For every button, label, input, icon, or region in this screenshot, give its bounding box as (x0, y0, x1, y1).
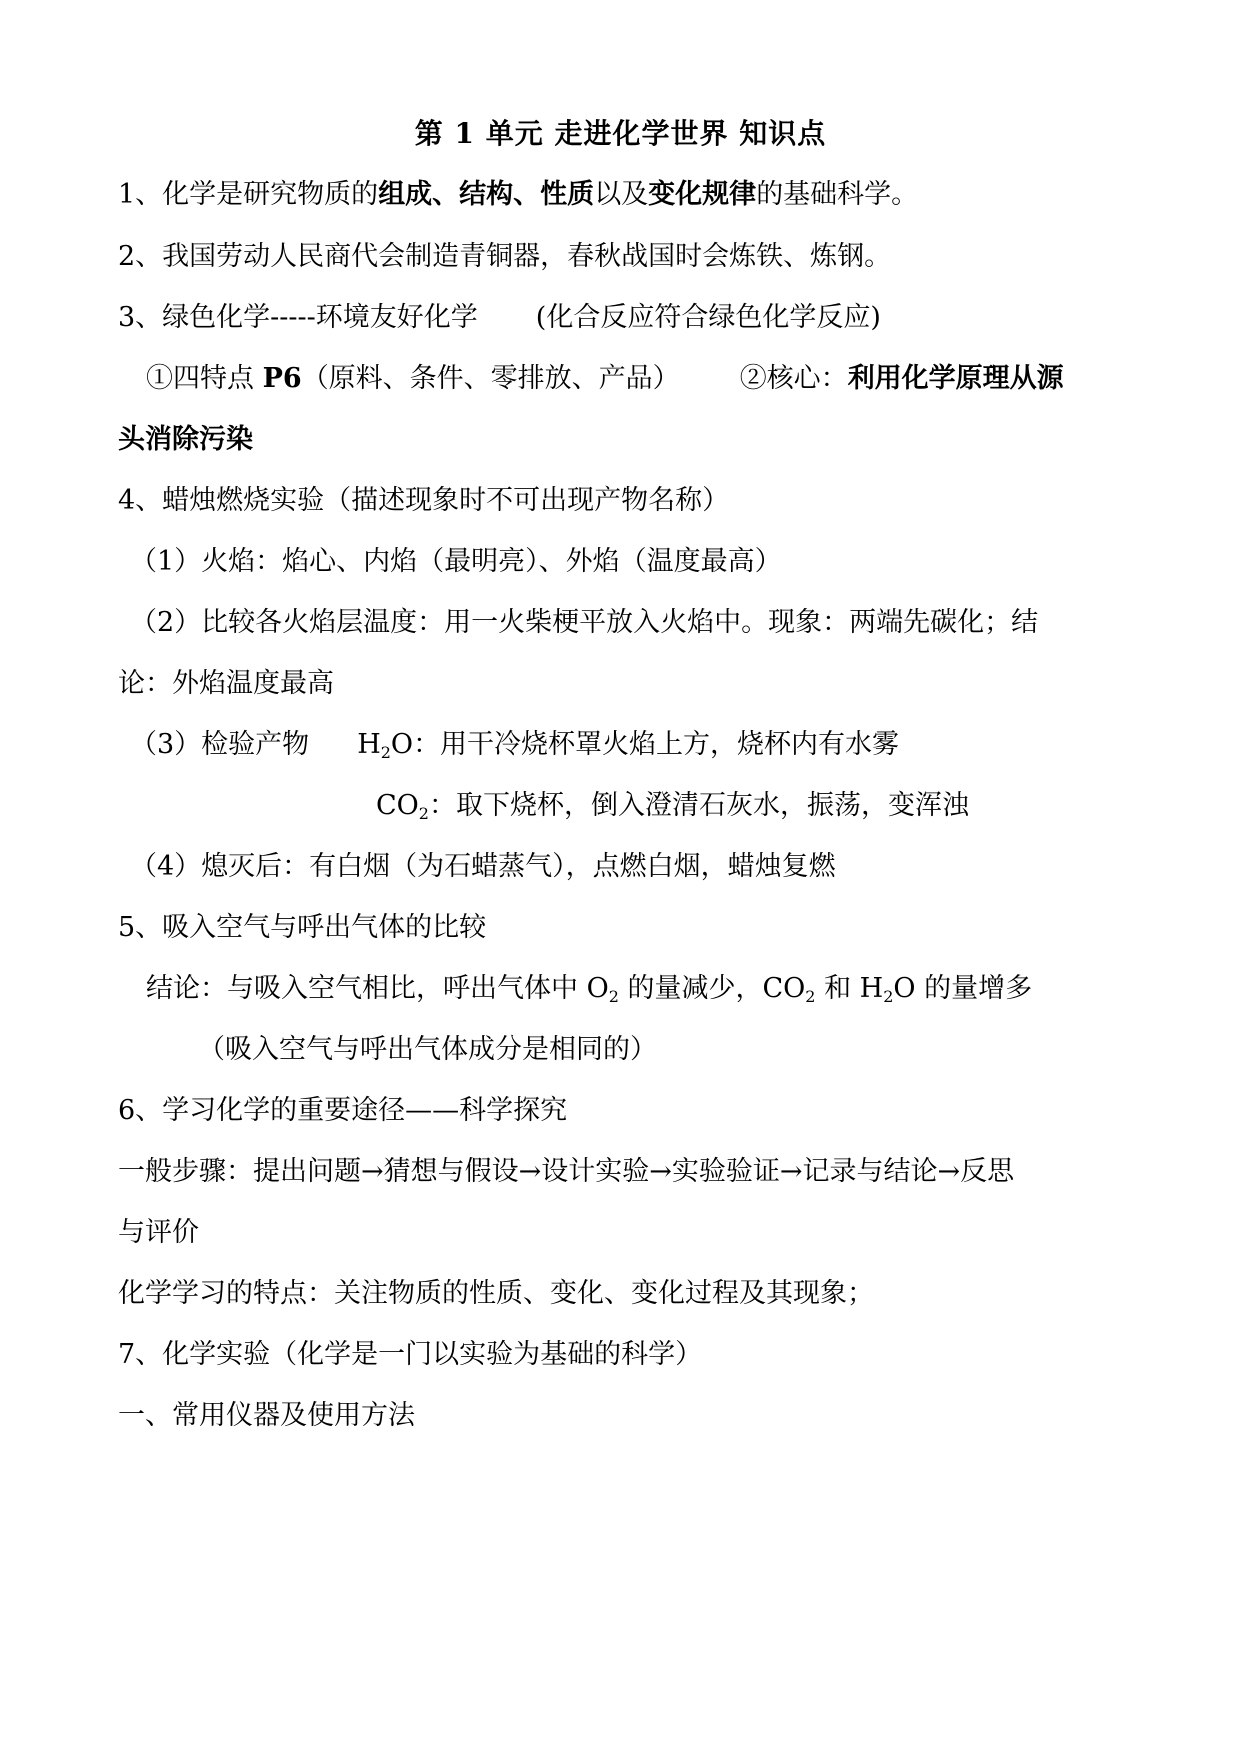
item-7: 7、化学实验（化学是一门以实验为基础的科学） (118, 1339, 703, 1370)
item-3: 3、绿色化学-----环境友好化学 (化合反应符合绿色化学反应) (118, 302, 881, 333)
item-4-2: （2）比较各火焰层温度：用一火柴梗平放入火焰中。现象：两端先碳化；结 (130, 607, 1039, 638)
item-2: 2、我国劳动人民商代会制造青铜器，春秋战国时会炼铁、炼钢。 (118, 241, 892, 272)
item-3-continued: 头消除污染 (118, 424, 253, 455)
item-5: 5、吸入空气与呼出气体的比较 (118, 912, 487, 943)
item-3-sub: ①四特点 P6（原料、条件、零排放、产品） ②核心：利用化学原理从源 (146, 363, 1064, 394)
item-4: 4、蜡烛燃烧实验（描述现象时不可出现产物名称） (118, 485, 730, 516)
item-4-3-co2: $CO_2$：取下烧杯，倒入澄清石灰水，振荡，变浑浊 (376, 790, 969, 823)
item-5-note: （吸入空气与呼出气体成分是相同的） (198, 1034, 657, 1065)
page-title: 第 1 单元 走进化学世界 知识点 (414, 117, 827, 150)
item-4-1: （1）火焰：焰心、内焰（最明亮）、外焰（温度最高） (130, 546, 782, 577)
section-1-heading: 一、常用仪器及使用方法 (118, 1400, 415, 1431)
item-4-3: （3）检验产物 $H_2O$：用干冷烧杯罩火焰上方，烧杯内有水雾 (130, 729, 900, 762)
item-5-conclusion: 结论：与吸入空气相比，呼出气体中 $O_2$ 的量减少，$CO_2$ 和 $H_2O$ 的量增多 (146, 973, 1033, 1006)
item-6-features: 化学学习的特点：关注物质的性质、变化、变化过程及其现象； (118, 1278, 874, 1309)
item-4-4: （4）熄灭后：有白烟（为石蜡蒸气），点燃白烟，蜡烛复燃 (130, 851, 836, 882)
item-4-2-continued: 论：外焰温度最高 (118, 668, 334, 699)
item-1: 1、化学是研究物质的组成、结构、性质以及变化规律的基础科学。 (118, 179, 919, 210)
item-6-steps-continued: 与评价 (118, 1217, 199, 1248)
item-6-steps: 一般步骤：提出问题→猜想与假设→设计实验→实验验证→记录与结论→反思 (118, 1156, 1015, 1187)
item-6: 6、学习化学的重要途径——科学探究 (118, 1095, 568, 1126)
